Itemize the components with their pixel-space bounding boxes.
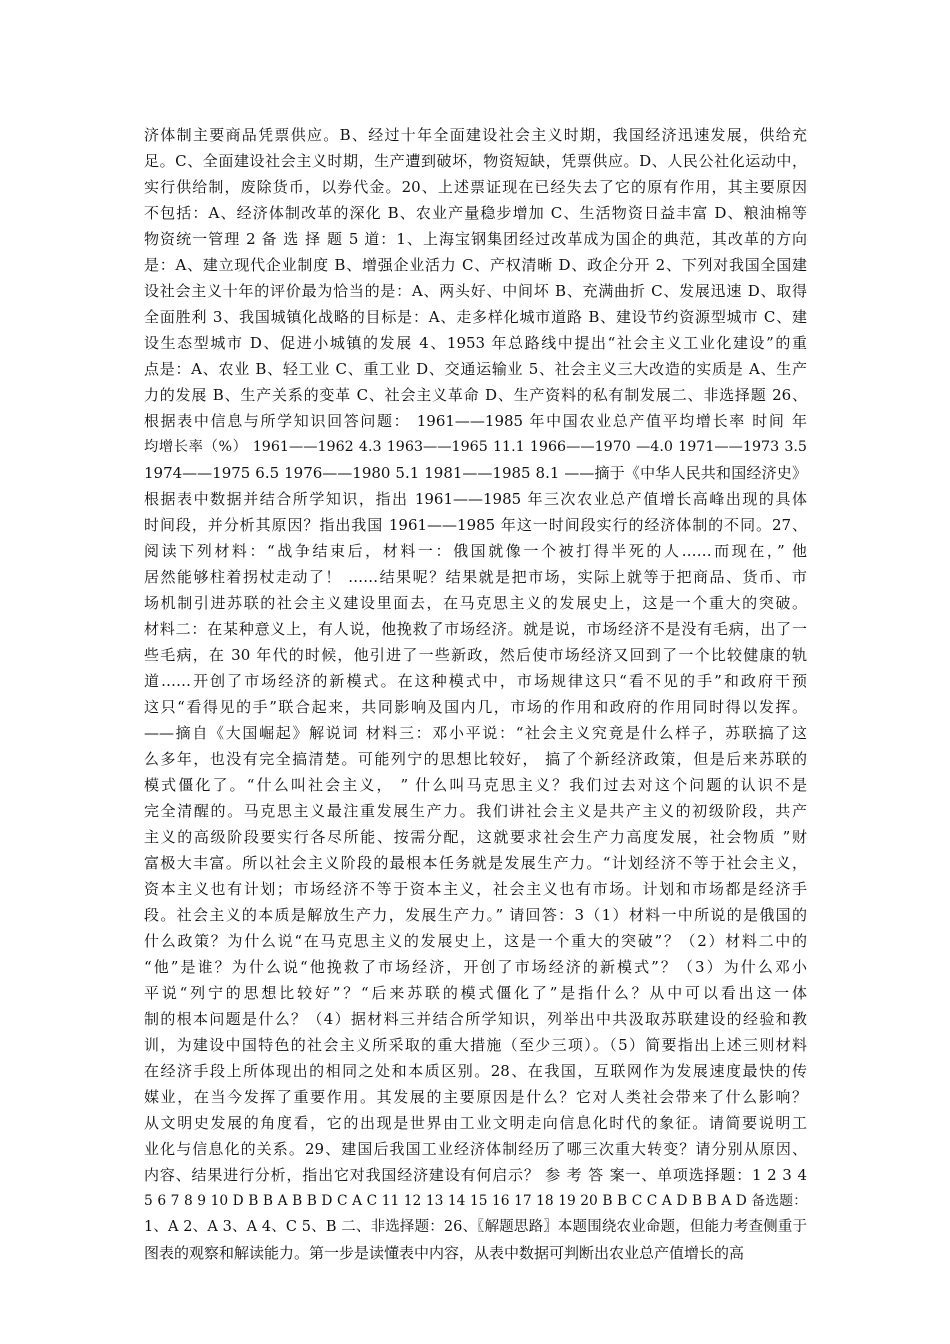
text-line: 材料二：在某种意义上，有人说，他挽救了市场经济。就是说，市场经济不是没有毛病，出了一 [144, 620, 807, 638]
text-line: 图表的观察和解读能力。第一步是读懂表中内容，从表中数据可判断出农业总产值增长的高 [144, 1244, 745, 1262]
text-line: 时间段，并分析其原因？指出我国 1961——1985 年这一时间段实行的经济体制的不同。27、 [144, 516, 807, 534]
text-line: 这只“看得见的手”联合起来，共同影响及国内几，市场的作用和政府的作用同时得以发挥。 [144, 698, 807, 716]
text-line: 平说“列宁的思想比较好”？“后来苏联的模式僵化了”是指什么？从中可以看出这一体 [144, 984, 807, 1002]
text-line: 些毛病，在 30 年代的时候，他引进了一些新政，然后使市场经济又回到了一个比较健康的轨 [144, 646, 807, 664]
text-line: 资本主义也有计划；市场经济不等于资本主义，社会主义也有市场。计划和市场都是经济手 [144, 880, 807, 898]
text-line: 场机制引进苏联的社会主义建设里面去，在马克思主义的发展史上，这是一个重大的突破。 [144, 594, 807, 612]
text-line: 居然能够柱着拐杖走动了！ ……结果呢？结果就是把市场，实际上就等于把商品、货币、市 [144, 568, 807, 586]
text-line: 足。C、全面建设社会主义时期，生产遭到破坏，物资短缺，凭票供应。D、人民公社化运动中， [144, 152, 807, 170]
text-line: 阅读下列材料：“战争结束后，材料一：俄国就像一个被打得半死的人……而现在，” 他 [144, 542, 807, 560]
text-line: 道……开创了市场经济的新模式。在这种模式中，市场规律这只“看不见的手”和政府干预 [144, 672, 807, 690]
text-line: 训，为建设中国特色的社会主义所采取的重大措施（至少三项）。（5）简要指出上述三则材料 [144, 1036, 807, 1054]
text-line: 济体制主要商品凭票供应。B、经过十年全面建设社会主义时期，我国经济迅速发展，供给充 [144, 126, 807, 144]
text-line: 内容、结果进行分析，指出它对我国经济建设有何启示？ 参 考 答 案一、单项选择题：1 2 3 4 [144, 1166, 807, 1184]
text-line: 段。社会主义的本质是解放生产力，发展生产力。” 请回答：3（1）材料一中所说的是俄国的 [144, 906, 807, 924]
text-line: 根据表中信息与所学知识回答问题： 1961——1985 年中国农业总产值平均增长率 时间 年 [144, 412, 807, 430]
text-line: 媒业，在当今发挥了重要作用。其发展的主要原因是什么？它对人类社会带来了什么影响？ [144, 1088, 807, 1106]
text-line: 5 6 7 8 9 10 D B B A B B D C A C 11 12 13 14 15 16 17 18 19 20 B B C C A D B B A D 备选题： [144, 1193, 807, 1209]
text-line: 是：A、建立现代企业制度 B、增强企业活力 C、产权清晰 D、政企分开 2、下列对我国全国建 [144, 256, 807, 274]
document-body [144, 122, 807, 1266]
text-line: ——摘自《大国崛起》解说词 材料三：邓小平说：“社会主义究竟是什么样子，苏联搞了这 [144, 724, 807, 742]
text-line: “他”是谁？为什么说“他挽救了市场经济，开创了市场经济的新模式”？（3）为什么邓小 [144, 958, 807, 976]
text-line: 1、A 2、A 3、A 4、C 5、B 二、非选择题：26、〖解题思路〗本题围绕农业命题，但能力考查侧重于 [144, 1219, 807, 1235]
text-line: 在经济手段上所体现出的相同之处和本质区别。28、在我国，互联网作为发展速度最快的传 [144, 1062, 807, 1080]
text-line: 实行供给制，废除货币，以券代金。20、上述票证现在已经失去了它的原有作用，其主要原因 [144, 178, 807, 196]
text-line: 什么政策？为什么说“在马克思主义的发展史上，这是一个重大的突破”？（2）材料二中的 [144, 932, 807, 950]
text-line: 设生态型城市 D、促进小城镇的发展 4、1953 年总路线中提出“社会主义工业化建设”的重 [144, 334, 807, 352]
text-line: 物资统一管理 2 备 选 择 题 5 道：1、上海宝钢集团经过改革成为国企的典范，其改革的方向 [144, 230, 807, 248]
text-line: 模式僵化了。“什么叫社会主义， ” 什么叫马克思主义？我们过去对这个问题的认识不是 [144, 776, 807, 794]
text-line: 设社会主义十年的评价最为恰当的是：A、两头好、中间坏 B、充满曲折 C、发展迅速 D、取得 [144, 282, 807, 300]
text-line: 么多年，也没有完全搞清楚。可能列宁的思想比较好， 搞了个新经济政策，但是后来苏联的 [144, 750, 807, 768]
text-line: 富极大丰富。所以社会主义阶段的最根本任务就是发展生产力。“计划经济不等于社会主义， [144, 854, 807, 872]
text-line: 1974——1975 6.5 1976——1980 5.1 1981——1985 8.1 ——摘于《中华人民共和国经济史》 [144, 464, 807, 482]
text-line: 不包括：A、经济体制改革的深化 B、农业产量稳步增加 C、生活物资日益丰富 D、粮油棉等 [144, 204, 807, 222]
text-line: 从文明史发展的角度看，它的出现是世界由工业文明走向信息化时代的象征。请简要说明工 [144, 1114, 807, 1132]
text-line: 制的根本问题是什么？（4）据材料三并结合所学知识，列举出中共汲取苏联建设的经验和教 [144, 1010, 807, 1028]
text-line: 完全清醒的。马克思主义最注重发展生产力。我们讲社会主义是共产主义的初级阶段，共产 [144, 802, 807, 820]
text-line: 均增长率（%） 1961——1962 4.3 1963——1965 11.1 1966——1970 —4.0 1971——1973 3.5 [144, 439, 807, 455]
text-line: 业化与信息化的关系。29、建国后我国工业经济体制经历了哪三次重大转变？请分别从原因、 [144, 1140, 807, 1158]
text-line: 全面胜利 3、我国城镇化战略的目标是：A、走多样化城市道路 B、建设节约资源型城市 C、建 [144, 308, 807, 326]
text-line: 点是：A、农业 B、轻工业 C、重工业 D、交通运输业 5、社会主义三大改造的实质是 A、生产 [144, 360, 807, 378]
text-line: 主义的高级阶段要实行各尽所能、按需分配，这就要求社会生产力高度发展，社会物质 ”财 [144, 828, 807, 846]
text-line: 力的发展 B、生产关系的变革 C、社会主义革命 D、生产资料的私有制发展二、非选择题 26、 [144, 386, 807, 404]
text-line: 根据表中数据并结合所学知识，指出 1961——1985 年三次农业总产值增长高峰出现的具体 [144, 490, 807, 508]
